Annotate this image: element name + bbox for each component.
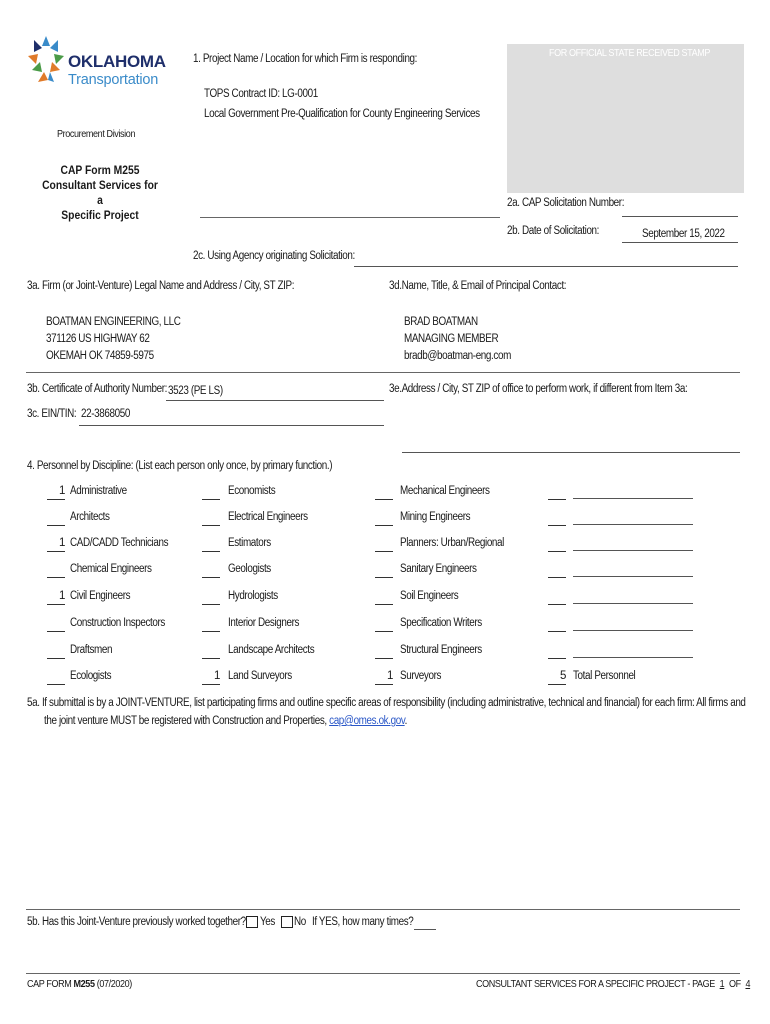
discipline-administrative: Administrative — [70, 485, 127, 497]
discipline-draftsmen: Draftsmen — [70, 644, 113, 656]
discipline-sanitary-engineers: Sanitary Engineers — [400, 563, 477, 575]
other-count-7[interactable] — [548, 644, 566, 659]
count-cad-technicians[interactable]: 1 — [47, 537, 65, 552]
ein-field — [79, 425, 384, 426]
discipline-civil-engineers: Civil Engineers — [70, 590, 131, 602]
discipline-interior-designers: Interior Designers — [228, 617, 300, 629]
discipline-cad-technicians: CAD/CADD Technicians — [70, 537, 169, 549]
cap-solicitation-label: 2a. CAP Solicitation Number: — [507, 197, 625, 209]
discipline-construction-inspectors: Construction Inspectors — [70, 617, 166, 629]
other-discipline-2[interactable] — [573, 524, 693, 525]
solicitation-date-label: 2b. Date of Solicitation: — [507, 225, 600, 237]
other-discipline-3[interactable] — [573, 550, 693, 551]
cap-email-link[interactable]: cap@omes.ok.gov — [329, 715, 405, 727]
count-administrative[interactable]: 1 — [47, 485, 65, 500]
contact-email[interactable]: bradb@boatman-eng.com — [404, 350, 511, 362]
logo-title: OKLAHOMA — [68, 52, 166, 71]
logo-subtitle: Transportation — [68, 72, 159, 88]
footer-of: OF — [729, 978, 741, 990]
personnel-label: 4. Personnel by Discipline: (List each person only once, by primary function.) — [27, 460, 333, 472]
oklahoma-dot-logo — [26, 34, 166, 90]
footer-form-date: (07/2020) — [94, 978, 132, 990]
footer-form-number: M255 — [73, 978, 95, 990]
footer-page-number: 1 — [719, 978, 725, 990]
discipline-architects: Architects — [70, 511, 110, 523]
yes-label: Yes — [260, 916, 275, 928]
discipline-electrical-engineers: Electrical Engineers — [228, 511, 308, 523]
project-label: 1. Project Name / Location for which Firm is responding: — [193, 53, 418, 65]
yes-checkbox[interactable] — [246, 916, 258, 928]
joint-venture-text: the joint venture MUST be registered with Construction and Properties, — [44, 715, 330, 727]
project-underline — [200, 217, 500, 218]
footer-form-id — [27, 978, 132, 990]
footer-title: CONSULTANT SERVICES FOR A SPECIFIC PROJECT - PAGE — [476, 978, 715, 990]
contact-label: 3d.Name, Title, & Email of Principal Contact: — [389, 280, 567, 292]
logo-star-icon — [26, 34, 66, 86]
firm-address[interactable]: 371126 US HIGHWAY 62 — [46, 333, 150, 345]
project-line-2[interactable]: Local Government Pre-Qualification for County Engineering Services — [204, 108, 480, 120]
count-landscape-architects[interactable] — [202, 644, 220, 659]
count-mechanical-engineers[interactable] — [375, 485, 393, 500]
other-count-6[interactable] — [548, 617, 566, 632]
firm-label: 3a. Firm (or Joint-Venture) Legal Name and Address / City, ST ZIP: — [27, 280, 295, 292]
count-interior-designers[interactable] — [202, 617, 220, 632]
other-count-5[interactable] — [548, 590, 566, 605]
discipline-mining-engineers: Mining Engineers — [400, 511, 471, 523]
using-agency-field[interactable] — [354, 266, 738, 267]
other-discipline-1[interactable] — [573, 498, 693, 499]
count-architects[interactable] — [47, 511, 65, 526]
firm-city[interactable]: OKEMAH OK 74859-5975 — [46, 350, 154, 362]
official-stamp-box — [507, 44, 744, 193]
firm-name[interactable]: BOATMAN ENGINEERING, LLC — [46, 316, 181, 328]
count-hydrologists[interactable] — [202, 590, 220, 605]
contact-title[interactable]: MANAGING MEMBER — [404, 333, 499, 345]
count-planners[interactable] — [375, 537, 393, 552]
how-many-times-label: If YES, how many times? — [312, 916, 414, 928]
other-count-1[interactable] — [548, 485, 566, 500]
count-draftsmen[interactable] — [47, 644, 65, 659]
count-chemical-engineers[interactable] — [47, 563, 65, 578]
discipline-estimators: Estimators — [228, 537, 271, 549]
discipline-economists: Economists — [228, 485, 276, 497]
cert-authority-label: 3b. Certificate of Authority Number: — [27, 383, 167, 395]
solicitation-date-value[interactable]: September 15, 2022 — [642, 228, 725, 240]
count-ecologists[interactable] — [47, 670, 65, 685]
form-title — [40, 163, 160, 223]
count-construction-inspectors[interactable] — [47, 617, 65, 632]
office-address-label: 3e.Address / City, ST ZIP of office to perform work, if different from Item 3a: — [389, 383, 688, 395]
discipline-surveyors: Surveyors — [400, 670, 442, 682]
other-count-4[interactable] — [548, 563, 566, 578]
other-discipline-5[interactable] — [573, 603, 693, 604]
count-specification-writers[interactable] — [375, 617, 393, 632]
section3-divider — [26, 372, 740, 373]
other-count-2[interactable] — [548, 511, 566, 526]
cert-authority-value[interactable]: 3523 (PE LS) — [168, 385, 223, 397]
joint-venture-label-line-1: 5a. If submittal is by a JOINT-VENTURE, list participating firms and outline specific areas of responsibility (including administrative, technical and financial) for each firm: All firms and — [27, 697, 746, 709]
count-mining-engineers[interactable] — [375, 511, 393, 526]
stamp-label: FOR OFFICIAL STATE RECEIVED STAMP — [549, 47, 710, 59]
division-label: Procurement Division — [57, 128, 136, 140]
discipline-structural-engineers: Structural Engineers — [400, 644, 482, 656]
discipline-planners: Planners: Urban/Regional — [400, 537, 504, 549]
discipline-land-surveyors: Land Surveyors — [228, 670, 292, 682]
count-geologists[interactable] — [202, 563, 220, 578]
footer-total-pages: 4 — [745, 978, 751, 990]
joint-venture-period: . — [404, 715, 408, 727]
other-discipline-4[interactable] — [573, 576, 693, 577]
solicitation-date-field — [622, 242, 738, 243]
discipline-hydrologists: Hydrologists — [228, 590, 278, 602]
footer-divider — [26, 973, 740, 974]
no-label: No — [294, 916, 306, 928]
count-surveyors[interactable]: 1 — [375, 670, 393, 685]
count-electrical-engineers[interactable] — [202, 511, 220, 526]
discipline-geologists: Geologists — [228, 563, 271, 575]
discipline-soil-engineers: Soil Engineers — [400, 590, 459, 602]
footer-form-prefix: CAP FORM — [27, 978, 74, 990]
no-checkbox[interactable] — [281, 916, 293, 928]
form-title-line-2: Consultant Services for a — [42, 178, 158, 207]
other-count-3[interactable] — [548, 537, 566, 552]
form-title-line-1: CAP Form M255 — [60, 163, 140, 177]
other-discipline-6[interactable] — [573, 630, 693, 631]
total-personnel-label: Total Personnel — [573, 670, 636, 682]
count-structural-engineers[interactable] — [375, 644, 393, 659]
section5-divider — [26, 909, 740, 910]
count-estimators[interactable] — [202, 537, 220, 552]
discipline-chemical-engineers: Chemical Engineers — [70, 563, 152, 575]
form-title-line-3: Specific Project — [61, 208, 139, 222]
count-civil-engineers[interactable]: 1 — [47, 590, 65, 605]
project-line-1[interactable]: TOPS Contract ID: LG-0001 — [204, 88, 318, 100]
ein-value[interactable]: 22-3868050 — [81, 408, 130, 420]
count-economists[interactable] — [202, 485, 220, 500]
joint-venture-label-line-2 — [44, 715, 407, 727]
discipline-landscape-architects: Landscape Architects — [228, 644, 315, 656]
discipline-ecologists: Ecologists — [70, 670, 112, 682]
count-land-surveyors[interactable]: 1 — [202, 670, 220, 685]
other-discipline-7[interactable] — [573, 657, 693, 658]
cert-authority-field — [166, 400, 384, 401]
ein-label: 3c. EIN/TIN: — [27, 408, 77, 420]
discipline-specification-writers: Specification Writers — [400, 617, 482, 629]
how-many-times-field[interactable] — [414, 929, 436, 930]
contact-name[interactable]: BRAD BOATMAN — [404, 316, 478, 328]
count-sanitary-engineers[interactable] — [375, 563, 393, 578]
total-personnel-count[interactable]: 5 — [548, 670, 566, 685]
using-agency-label: 2c. Using Agency originating Solicitation: — [193, 250, 355, 262]
jv-worked-together-label: 5b. Has this Joint-Venture previously worked together? — [27, 916, 246, 928]
office-address-field[interactable] — [402, 452, 740, 453]
footer-page-info — [476, 978, 753, 990]
discipline-mechanical-engineers: Mechanical Engineers — [400, 485, 490, 497]
count-soil-engineers[interactable] — [375, 590, 393, 605]
cap-solicitation-field[interactable] — [622, 216, 738, 217]
